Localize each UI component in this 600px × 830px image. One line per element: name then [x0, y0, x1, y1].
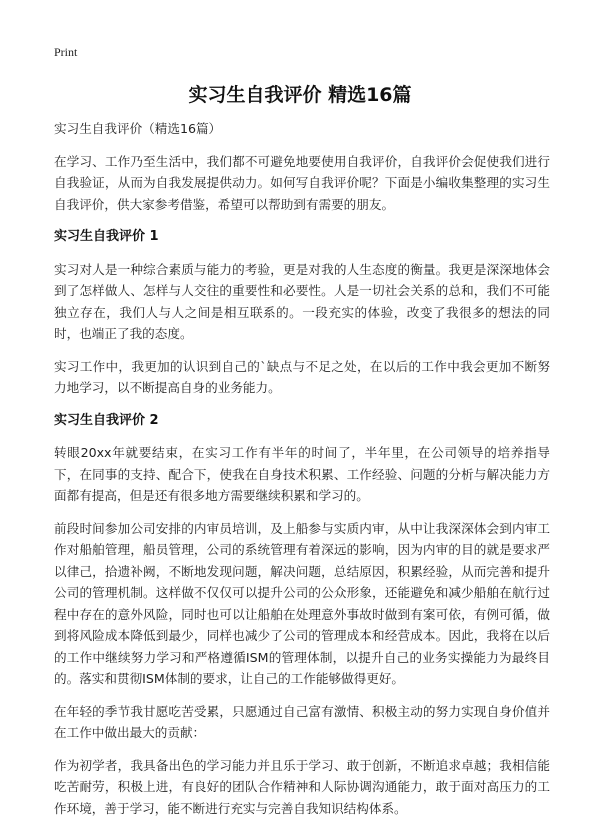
- section-1-paragraph-1: 实习对人是一种综合素质与能力的考验，更是对我的人生态度的衡量。我更是深深地体会到了怎样做人、怎样与人交往的重要性和必要性。人是一切社会关系的总和，我们不可能独立存在，我们人与人之间是相互联系的。一段充实的体验，改变了我很多的想法的同时，也端正了我的态度。: [54, 261, 550, 341]
- section-1-paragraph-2: 实习工作中，我更加的认识到自己的`缺点与不足之处，在以后的工作中我会更加不断努力地学习，以不断提高自身的业务能力。: [54, 358, 550, 395]
- section-2-paragraph-1: 转眼20xx年就要结束，在实习工作有半年的时间了，半年里，在公司领导的培养指导下，在同事的支持、配合下，使我在自身技术积累、工作经验、问题的分析与解决能力方面都有提高，但是还有很多地方需要继续积累和学习的。: [54, 445, 550, 503]
- section-heading-2: 实习生自我评价 2: [54, 412, 159, 428]
- intro-paragraph: 在学习、工作乃至生活中，我们都不可避免地要使用自我评价，自我评价会促使我们进行自我验证，从而为自我发展提供动力。如何写自我评价呢？下面是小编收集整理的实习生自我评价，供大家参考借鉴，希望可以帮助到有需要的朋友。: [54, 153, 550, 212]
- page-title: 实习生自我评价 精选16篇: [188, 84, 412, 106]
- section-2-paragraph-2: 前段时间参加公司安排的内审员培训，及上船参与实质内审，从中让我深深体会到内审工作对船舶管理，船员管理，公司的系统管理有着深远的影响，因为内审的目的就是要求严以律己，拾遗补阙，不断地发现问题，解决问题，总结原因，积累经验，从而完善和提升公司的管理机制。这样做不仅仅可以提升公司的公众形象，还能避免和减少船舶在航行过程中存在的意外风险，同时也可以让船舶在处理意外事故时做到有案可依，有例可循，做到将风险成本降低到最少，同样也减少了公司的管理成本和经营成本。因此，我将在以后的工作中继续努力学习和严格遵循ISM的管理体制，以提升自己的业务实操能力为最终目的。落实和贯彻ISM体制的要求，让自己的工作能够做得更好。: [54, 520, 550, 686]
- print-link[interactable]: Print: [54, 45, 78, 59]
- article-body: [54, 118, 550, 830]
- section-heading-1: 实习生自我评价 1: [54, 229, 159, 244]
- section-2-paragraph-3: 在年轻的季节我甘愿吃苦受累，只愿通过自己富有激情、积极主动的努力实现自身价值并在工作中做出最大的贡献：: [54, 703, 550, 740]
- section-2-paragraph-4: 作为初学者，我具备出色的学习能力并且乐于学习、敢于创新，不断追求卓越；我相信能吃苦耐劳，积极上进，有良好的团队合作精神和人际协调沟通能力，敢于面对高压力的工作环境，善于学习，能不断进行充实与完善自我知识结构体系。: [54, 757, 550, 816]
- article-subtitle: 实习生自我评价（精选16篇）: [54, 121, 222, 136]
